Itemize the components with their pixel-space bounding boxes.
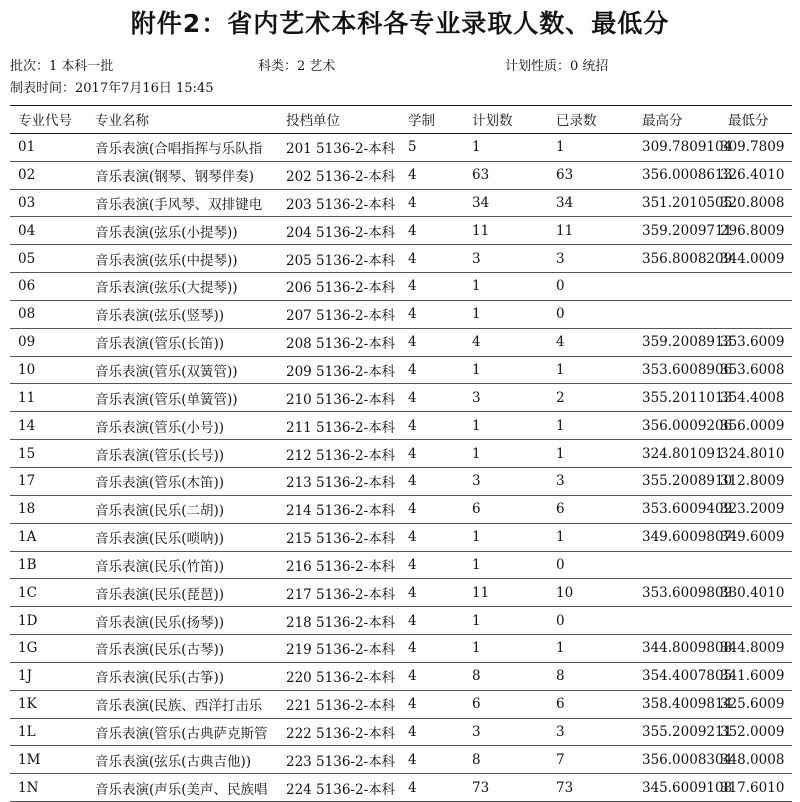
- cell-code: 06: [10, 273, 87, 301]
- cell-unit: 212 5136-2-本科: [286, 440, 400, 468]
- cell-code: 05: [10, 245, 87, 273]
- cell-unit: 217 5136-2-本科: [286, 579, 400, 607]
- cell-unit: 206 5136-2-本科: [286, 273, 400, 301]
- cell-name: 音乐表演(管乐(古典萨克斯管: [87, 718, 286, 746]
- cell-name: 音乐表演(合唱指挥与乐队指: [87, 133, 286, 161]
- cell-name: 音乐表演(弦乐(大提琴)): [87, 273, 286, 301]
- cell-name: 音乐表演(民乐(唢呐)): [87, 523, 286, 551]
- cell-years: 4: [400, 746, 464, 774]
- cell-plan: 73: [464, 774, 548, 802]
- cell-max: 309.7809104: [634, 133, 720, 161]
- table-row: [10, 328, 792, 356]
- cell-years: 4: [400, 328, 464, 356]
- cell-years: 4: [400, 690, 464, 718]
- cell-years: 4: [400, 189, 464, 217]
- header-unit: 投档单位: [286, 106, 400, 134]
- cell-plan: 3: [464, 384, 548, 412]
- cell-years: 4: [400, 662, 464, 690]
- cell-max: 359.2008913: [634, 328, 720, 356]
- table-row: [10, 273, 792, 301]
- batch-label: 批次：1 本科一批: [10, 59, 114, 74]
- cell-min: 353.6008: [720, 356, 792, 384]
- cell-admitted: 0: [548, 300, 634, 328]
- header-code: 专业代号: [10, 106, 87, 134]
- header-admitted: 已录数: [548, 106, 634, 134]
- cell-name: 音乐表演(管乐(单簧管)): [87, 384, 286, 412]
- cell-max: 355.2009211: [634, 718, 720, 746]
- cell-name: 音乐表演(手风琴、双排键电: [87, 189, 286, 217]
- cell-admitted: 3: [548, 718, 634, 746]
- cell-plan: 8: [464, 746, 548, 774]
- cell-plan: 6: [464, 690, 548, 718]
- cell-admitted: 1: [548, 133, 634, 161]
- header-name: 专业名称: [87, 106, 286, 134]
- cell-unit: 207 5136-2-本科: [286, 300, 400, 328]
- table-body: [10, 133, 792, 801]
- cell-plan: 1: [464, 607, 548, 635]
- cell-admitted: 4: [548, 328, 634, 356]
- cell-max: 353.6009809: [634, 579, 720, 607]
- cell-min: [720, 273, 792, 301]
- category-label: 科类：2 艺术: [258, 59, 336, 74]
- cell-code: 15: [10, 440, 87, 468]
- cell-years: 4: [400, 412, 464, 440]
- cell-years: 4: [400, 495, 464, 523]
- cell-unit: 215 5136-2-本科: [286, 523, 400, 551]
- cell-max: 359.2009711: [634, 217, 720, 245]
- cell-unit: 209 5136-2-本科: [286, 356, 400, 384]
- cell-name: 音乐表演(管乐(双簧管)): [87, 356, 286, 384]
- cell-unit: 223 5136-2-本科: [286, 746, 400, 774]
- cell-code: 1B: [10, 551, 87, 579]
- cell-plan: 63: [464, 161, 548, 189]
- cell-min: 312.8009: [720, 467, 792, 495]
- cell-name: 音乐表演(钢琴、钢琴伴奏): [87, 161, 286, 189]
- cell-max: [634, 300, 720, 328]
- cell-plan: 11: [464, 579, 548, 607]
- made-time-label: 制表时间：2017年7月16日 15:45: [10, 81, 214, 96]
- cell-unit: 208 5136-2-本科: [286, 328, 400, 356]
- cell-max: 356.0009206: [634, 412, 720, 440]
- cell-years: 4: [400, 245, 464, 273]
- cell-years: 4: [400, 440, 464, 468]
- cell-name: 音乐表演(民乐(竹笛)): [87, 551, 286, 579]
- cell-unit: 222 5136-2-本科: [286, 718, 400, 746]
- table-row: [10, 495, 792, 523]
- cell-max: 354.4007805: [634, 662, 720, 690]
- cell-max: 355.2011013: [634, 384, 720, 412]
- cell-code: 03: [10, 189, 87, 217]
- cell-admitted: 1: [548, 523, 634, 551]
- cell-name: 音乐表演(民族、西洋打击乐: [87, 690, 286, 718]
- cell-name: 音乐表演(管乐(小号)): [87, 412, 286, 440]
- cell-years: 5: [400, 133, 464, 161]
- cell-years: 4: [400, 579, 464, 607]
- cell-min: 330.4010: [720, 579, 792, 607]
- cell-plan: 34: [464, 189, 548, 217]
- cell-years: 4: [400, 300, 464, 328]
- cell-unit: 211 5136-2-本科: [286, 412, 400, 440]
- table-row: [10, 356, 792, 384]
- cell-unit: 219 5136-2-本科: [286, 635, 400, 663]
- cell-unit: 201 5136-2-本科: [286, 133, 400, 161]
- table-row: [10, 746, 792, 774]
- cell-plan: 3: [464, 245, 548, 273]
- cell-years: 4: [400, 774, 464, 802]
- cell-max: 356.0008304: [634, 746, 720, 774]
- cell-min: 356.0009: [720, 412, 792, 440]
- cell-name: 音乐表演(民乐(琵琶)): [87, 579, 286, 607]
- cell-name: 音乐表演(民乐(扬琴)): [87, 607, 286, 635]
- cell-min: 344.8009: [720, 635, 792, 663]
- cell-max: 358.4009814: [634, 690, 720, 718]
- header-max: 最高分: [634, 106, 720, 134]
- cell-admitted: 3: [548, 467, 634, 495]
- cell-plan: 1: [464, 551, 548, 579]
- cell-unit: 221 5136-2-本科: [286, 690, 400, 718]
- table-row: [10, 607, 792, 635]
- cell-admitted: 2: [548, 384, 634, 412]
- cell-min: 353.6009: [720, 328, 792, 356]
- cell-max: 351.2010505: [634, 189, 720, 217]
- cell-max: 345.6009108: [634, 774, 720, 802]
- table-row: [10, 551, 792, 579]
- cell-unit: 204 5136-2-本科: [286, 217, 400, 245]
- cell-max: 344.8009808: [634, 635, 720, 663]
- cell-plan: 1: [464, 412, 548, 440]
- cell-code: 1L: [10, 718, 87, 746]
- cell-years: 4: [400, 161, 464, 189]
- cell-code: 04: [10, 217, 87, 245]
- cell-admitted: 63: [548, 161, 634, 189]
- cell-years: 4: [400, 356, 464, 384]
- cell-admitted: 1: [548, 356, 634, 384]
- cell-years: 4: [400, 273, 464, 301]
- table-row: [10, 245, 792, 273]
- cell-code: 17: [10, 467, 87, 495]
- cell-min: 348.0008: [720, 746, 792, 774]
- cell-name: 音乐表演(管乐(木笛)): [87, 467, 286, 495]
- cell-plan: 1: [464, 523, 548, 551]
- cell-years: 4: [400, 217, 464, 245]
- cell-unit: 220 5136-2-本科: [286, 662, 400, 690]
- cell-name: 音乐表演(民乐(古筝)): [87, 662, 286, 690]
- table-row: [10, 774, 792, 802]
- cell-code: 10: [10, 356, 87, 384]
- cell-code: 1D: [10, 607, 87, 635]
- cell-name: 音乐表演(弦乐(中提琴)): [87, 245, 286, 273]
- cell-min: 352.0009: [720, 718, 792, 746]
- cell-years: 4: [400, 635, 464, 663]
- cell-min: [720, 607, 792, 635]
- cell-admitted: 0: [548, 273, 634, 301]
- cell-unit: 224 5136-2-本科: [286, 774, 400, 802]
- cell-code: 18: [10, 495, 87, 523]
- cell-max: 353.6009409: [634, 495, 720, 523]
- table-row: [10, 217, 792, 245]
- cell-code: 1A: [10, 523, 87, 551]
- cell-admitted: 7: [548, 746, 634, 774]
- cell-admitted: 1: [548, 440, 634, 468]
- cell-unit: 205 5136-2-本科: [286, 245, 400, 273]
- cell-code: 1K: [10, 690, 87, 718]
- table-row: [10, 412, 792, 440]
- cell-plan: 11: [464, 217, 548, 245]
- cell-min: 344.0009: [720, 245, 792, 273]
- cell-min: 296.8009: [720, 217, 792, 245]
- cell-name: 音乐表演(管乐(长笛)): [87, 328, 286, 356]
- cell-years: 4: [400, 718, 464, 746]
- table-row: [10, 300, 792, 328]
- cell-admitted: 3: [548, 245, 634, 273]
- cell-plan: 1: [464, 356, 548, 384]
- cell-max: 356.0008613: [634, 161, 720, 189]
- table-row: [10, 133, 792, 161]
- cell-admitted: 10: [548, 579, 634, 607]
- cell-min: 325.6009: [720, 690, 792, 718]
- cell-min: 323.2009: [720, 495, 792, 523]
- cell-min: 326.4010: [720, 161, 792, 189]
- cell-min: [720, 551, 792, 579]
- cell-plan: 3: [464, 718, 548, 746]
- cell-unit: 202 5136-2-本科: [286, 161, 400, 189]
- cell-min: [720, 300, 792, 328]
- table-row: [10, 189, 792, 217]
- header-plan: 计划数: [464, 106, 548, 134]
- table-row: [10, 718, 792, 746]
- header-min: 最低分: [720, 106, 792, 134]
- cell-plan: 6: [464, 495, 548, 523]
- cell-code: 11: [10, 384, 87, 412]
- cell-name: 音乐表演(民乐(二胡)): [87, 495, 286, 523]
- cell-max: 353.6008906: [634, 356, 720, 384]
- cell-name: 音乐表演(弦乐(古典吉他)): [87, 746, 286, 774]
- cell-name: 音乐表演(民乐(古琴)): [87, 635, 286, 663]
- table-row: [10, 161, 792, 189]
- cell-min: 324.8010: [720, 440, 792, 468]
- cell-code: 02: [10, 161, 87, 189]
- cell-min: 349.6009: [720, 523, 792, 551]
- table-row: [10, 523, 792, 551]
- table-row: [10, 635, 792, 663]
- cell-plan: 8: [464, 662, 548, 690]
- header-years: 学制: [400, 106, 464, 134]
- cell-name: 音乐表演(管乐(长号)): [87, 440, 286, 468]
- cell-plan: 1: [464, 300, 548, 328]
- cell-admitted: 0: [548, 607, 634, 635]
- cell-admitted: 73: [548, 774, 634, 802]
- cell-name: 音乐表演(弦乐(竖琴)): [87, 300, 286, 328]
- cell-admitted: 6: [548, 690, 634, 718]
- cell-name: 音乐表演(声乐(美声、民族唱: [87, 774, 286, 802]
- cell-max: 349.6009807: [634, 523, 720, 551]
- cell-unit: 218 5136-2-本科: [286, 607, 400, 635]
- cell-max: [634, 607, 720, 635]
- cell-min: 320.8008: [720, 189, 792, 217]
- cell-code: 1G: [10, 635, 87, 663]
- cell-code: 1N: [10, 774, 87, 802]
- table-row: [10, 467, 792, 495]
- cell-plan: 1: [464, 440, 548, 468]
- cell-code: 1M: [10, 746, 87, 774]
- cell-admitted: 1: [548, 635, 634, 663]
- cell-code: 09: [10, 328, 87, 356]
- cell-plan: 1: [464, 635, 548, 663]
- cell-code: 01: [10, 133, 87, 161]
- cell-name: 音乐表演(弦乐(小提琴)): [87, 217, 286, 245]
- table-row: [10, 440, 792, 468]
- cell-unit: 203 5136-2-本科: [286, 189, 400, 217]
- cell-years: 4: [400, 551, 464, 579]
- table-header-row: [10, 106, 792, 134]
- cell-min: 354.4008: [720, 384, 792, 412]
- cell-unit: 210 5136-2-本科: [286, 384, 400, 412]
- table-row: [10, 384, 792, 412]
- cell-max: [634, 551, 720, 579]
- cell-plan: 4: [464, 328, 548, 356]
- cell-years: 4: [400, 467, 464, 495]
- cell-max: 324.801091: [634, 440, 720, 468]
- cell-years: 4: [400, 384, 464, 412]
- cell-admitted: 8: [548, 662, 634, 690]
- admission-table: [10, 105, 792, 802]
- cell-plan: 3: [464, 467, 548, 495]
- cell-min: 341.6009: [720, 662, 792, 690]
- cell-admitted: 1: [548, 412, 634, 440]
- cell-code: 1C: [10, 579, 87, 607]
- cell-years: 4: [400, 523, 464, 551]
- cell-years: 4: [400, 607, 464, 635]
- cell-code: 14: [10, 412, 87, 440]
- cell-max: 355.2008910: [634, 467, 720, 495]
- table-row: [10, 690, 792, 718]
- table-row: [10, 662, 792, 690]
- cell-unit: 214 5136-2-本科: [286, 495, 400, 523]
- cell-unit: 213 5136-2-本科: [286, 467, 400, 495]
- table-row: [10, 579, 792, 607]
- cell-admitted: 11: [548, 217, 634, 245]
- cell-min: 309.7809: [720, 133, 792, 161]
- cell-admitted: 34: [548, 189, 634, 217]
- cell-admitted: 6: [548, 495, 634, 523]
- cell-plan: 1: [464, 273, 548, 301]
- plan-type-label: 计划性质：0 统招: [505, 59, 609, 74]
- cell-admitted: 0: [548, 551, 634, 579]
- cell-unit: 216 5136-2-本科: [286, 551, 400, 579]
- cell-min: 317.6010: [720, 774, 792, 802]
- page-title: 附件2：省内艺术本科各专业录取人数、最低分: [130, 9, 670, 38]
- cell-max: [634, 273, 720, 301]
- cell-max: 356.8008209: [634, 245, 720, 273]
- cell-code: 08: [10, 300, 87, 328]
- cell-code: 1J: [10, 662, 87, 690]
- cell-plan: 1: [464, 133, 548, 161]
